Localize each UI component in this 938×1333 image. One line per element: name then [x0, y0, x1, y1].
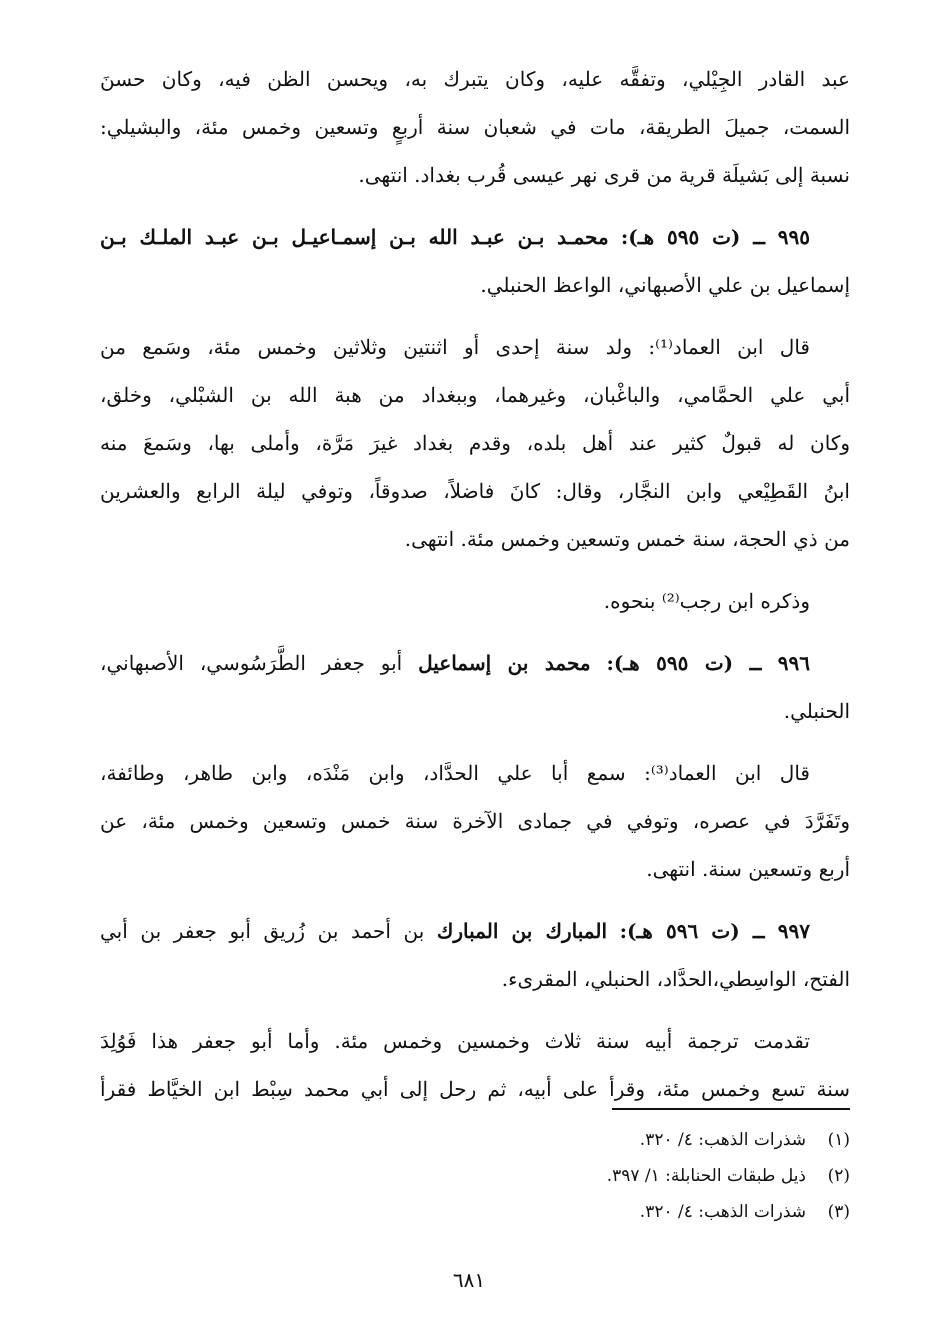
paragraph-ibn-al-imad-1 [100, 323, 850, 563]
footnote-number: (٢) [827, 1166, 850, 1186]
footnote-3 [500, 1194, 850, 1230]
entry-name: محمـد بـن عبـد الله بـن إسمـاعيـل بـن عبـد الملـك بـن [100, 225, 609, 249]
text-line: أبي علي الحمَّامي، والباغْبان، وغيرهما، وببغداد من هبة الله بن الشبْلي، وخلق، [100, 383, 850, 407]
text-line: قال ابن العماد⁽¹⁾: ولد سنة إحدى أو اثنتين وثلاثين وخمس مئة، وسَمع من [100, 335, 810, 359]
text-line: الحنبلي. [783, 699, 850, 723]
footnote-number: (١) [827, 1130, 850, 1150]
footnote-2 [500, 1158, 850, 1194]
entry-heading-line [100, 907, 850, 955]
entry-995 [100, 213, 850, 309]
entry-996 [100, 639, 850, 735]
text-line: أربع وتسعين سنة. انتهى. [646, 857, 850, 881]
entry-number: ٩٩٧ ــ (ت ٥٩٦ هـ): [619, 919, 811, 943]
text-line: وتَفَرَّدَ في عصره، وتوفي في جمادى الآخرة سنة خمس وتسعين وخمس مئة، عن [100, 809, 850, 833]
paragraph-ibn-rajab [100, 577, 850, 625]
text-line: السمت، جميلَ الطريقة، مات في شعبان سنة أربعٍ وتسعين وخمس مئة، والبشيلي: [100, 115, 850, 139]
footnotes [500, 1122, 850, 1230]
text-line: الفتح، الواسِطي،الحدَّاد، الحنبلي، المقرىء. [501, 967, 850, 991]
page-number: ٦٨١ [452, 1268, 486, 1292]
text-line: من ذي الحجة، سنة خمس وتسعين وخمس مئة. انتهى. [404, 527, 850, 551]
text-line: وكان له قبولٌ كثير عند أهل بلده، وقدم بغداد غيرَ مَرَّة، وأملى بها، وسَمعَ منه [100, 431, 850, 455]
entry-heading-line [100, 639, 850, 687]
text-line: عبد القادر الجِيْلي، وتفقَّه عليه، وكان يتبرك به، ويحسن الظن فيه، وكان حسنَ [100, 67, 850, 91]
text-line: قال ابن العماد⁽³⁾: سمع أبا علي الحدَّاد، وابن مَنْدَه، وابن طاهر، وطائفة، [100, 761, 810, 785]
text-line: نسبة إلى بَشيلَة قرية من قرى نهر عيسى قُرب بغداد. انتهى. [358, 163, 850, 187]
footnote-text: ذيل طبقات الحنابلة: ١/ ٣٩٧. [606, 1166, 806, 1186]
entry-name-rest: أبو جعفر الطَّرَسُوسي، الأصبهاني، [100, 651, 403, 675]
footnote-text: شذرات الذهب: ٤/ ٣٢٠. [639, 1202, 806, 1222]
main-text [100, 55, 850, 1127]
entry-name: محمد بن إسماعيل [418, 651, 591, 675]
text-line: إسماعيل بن علي الأصبهاني، الواعظ الحنبلي. [480, 273, 850, 297]
entry-number: ٩٩٥ ــ (ت ٥٩٥ هـ): [620, 225, 811, 249]
footnote-separator [612, 1108, 850, 1110]
paragraph-abu-jafar [100, 1017, 850, 1113]
footnote-number: (٣) [827, 1202, 850, 1222]
footnote-1 [500, 1122, 850, 1158]
entry-heading-line [100, 213, 850, 261]
footnote-text: شذرات الذهب: ٤/ ٣٢٠. [639, 1130, 806, 1150]
entry-name: المبارك بن المبارك [436, 919, 607, 943]
paragraph-ibn-al-imad-3 [100, 749, 850, 893]
entry-name-rest: بن أحمد بن زُريق أبو جعفر بن أبي [100, 919, 425, 943]
text-line: تقدمت ترجمة أبيه سنة ثلاث وخمسين وخمس مئة. وأما أبو جعفر هذا فَوُلِدَ [100, 1029, 810, 1053]
text-line: ابنُ القَطِيْعي وابن النجَّار، وقال: كانَ فاضلاً، صدوقاً، وتوفي ليلة الرابع والعشرين [100, 479, 850, 503]
text-line: وذكره ابن رجب⁽²⁾ بنحوه. [603, 589, 810, 613]
entry-number: ٩٩٦ ــ (ت ٥٩٥ هـ): [606, 651, 811, 675]
entry-997 [100, 907, 850, 1003]
text-line: سنة تسع وخمس مئة، وقرأ على أبيه، ثم رحل إلى أبي محمد سِبْط ابن الخيَّاط فقرأ [100, 1077, 850, 1101]
paragraph-continuation [100, 55, 850, 199]
